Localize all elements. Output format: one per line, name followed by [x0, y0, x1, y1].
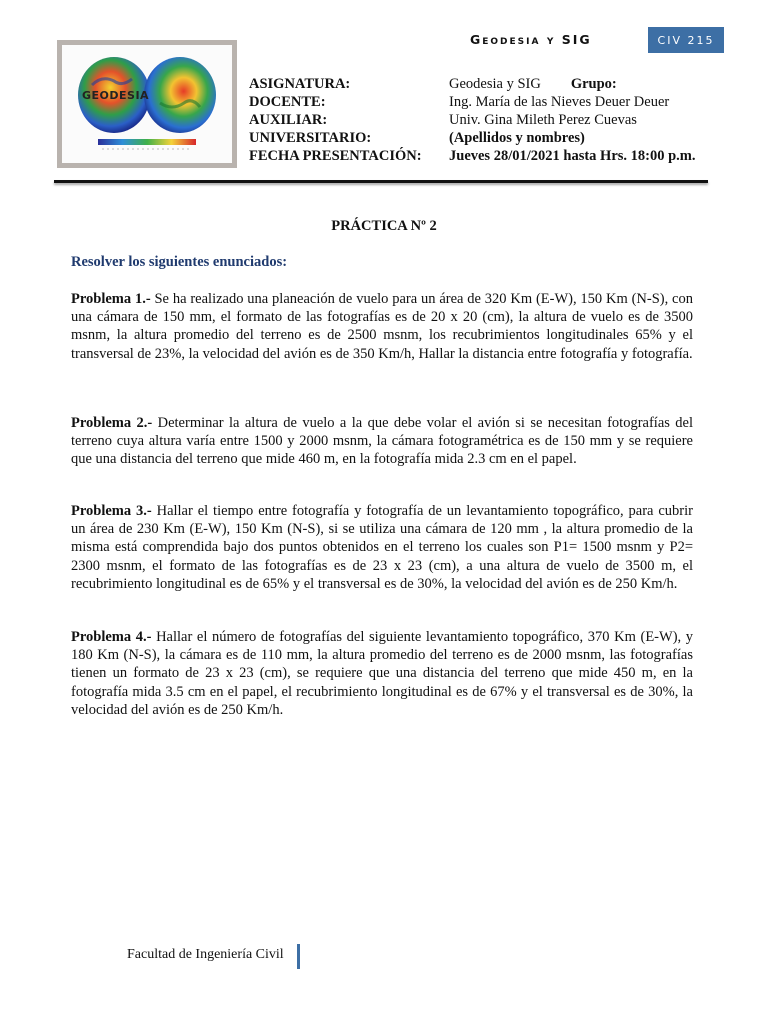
course-header: Geodesia y SIG — [470, 32, 592, 47]
page-title: PRÁCTICA Nº 2 — [331, 218, 437, 234]
problem-text: Hallar el número de fotografías del siguiente levantamiento topográfico, 370 Km (E-W), y 180 Km (N-S), la cámara es de 110 mm, la altura promedio del terreno es de 2000 msnm, las fotografías tienen un formato de 23 x 23 (cm), se requiere que una distancia del terreno que mide 450 m, en la fotografía mida 3.5 cm en el papel, el recubrimiento longitudinal es de 67% y el transversal es de 30%, la velocidad del avión es de 250 Km/h. — [71, 629, 694, 718]
problem-2 — [71, 414, 693, 469]
problem-text: Determinar la altura de vuelo a la que debe volar el avión si se necesitan fotografías del terreno cuya altura varía entre 1500 y 2000 msnm, la cámara fotogramétrica es de 150 mm y se requiere que una distancia del terreno que mide 460 m, en la fotografía mida 2.3 cm en el papel. — [71, 415, 694, 468]
info-label: DOCENTE: — [249, 94, 326, 110]
info-row-auxiliar — [249, 111, 696, 129]
instruction-heading: Resolver los siguientes enunciados: — [71, 254, 288, 270]
info-row-asignatura — [249, 75, 696, 93]
problem-text: Se ha realizado una planeación de vuelo para un área de 320 Km (E-W), 150 Km (N-S), con una cámara de 150 mm, el formato de las fotografías es de 20 x 20 (cm), la altura de vuelo es de 3500 msnm, la altura promedio del terreno es de 2500 msnm, los recubrimientos longitudinales 65% y el transversal de 23%, la velocidad del avión es de 350 Km/h, Hallar la distancia entre fotografía y fotografía. — [71, 291, 693, 362]
info-value: Geodesia y SIG — [449, 76, 541, 92]
footer-accent-bar — [297, 944, 300, 969]
problem-text: Hallar el tiempo entre fotografía y fotografía de un levantamiento topográfico, para cubrir un área de 230 Km (E-W), 150 Km (N-S), si se utiliza una cámara de 120 mm , la altura promedio de la misma está comprendida bajo dos puntos obtenidos en el terreno los cuales son P1= 1500 msnm y P2= 2300 msnm, el formato de las fotografías es de 23 x 23 (cm), a una altura de vuelo de 3500 m, el recubrimiento longitudinal es de 65% y el transversal es de 30%, la velocidad del avión es de 250 Km/h. — [71, 503, 693, 592]
geodesia-logo — [57, 40, 237, 168]
problem-3 — [71, 502, 693, 593]
header-divider — [54, 180, 708, 183]
info-label: UNIVERSITARIO: — [249, 130, 372, 146]
course-code-badge: CIV 215 — [648, 27, 724, 53]
info-value: (Apellidos y nombres) — [449, 130, 585, 146]
info-label: FECHA PRESENTACIÓN: — [249, 148, 422, 164]
geoid-globes-icon — [62, 45, 232, 163]
group-label: Grupo: — [570, 76, 617, 92]
problem-1 — [71, 290, 693, 363]
info-row-universitario — [249, 129, 696, 147]
info-row-docente — [249, 93, 696, 111]
info-value: Jueves 28/01/2021 hasta Hrs. 18:00 p.m. — [449, 148, 696, 164]
course-info-table — [249, 75, 696, 165]
info-label: AUXILIAR: — [249, 112, 328, 128]
problem-label: Problema 2.- — [71, 415, 153, 431]
problem-4 — [71, 628, 693, 719]
info-value: Ing. María de las Nieves Deuer Deuer — [449, 94, 670, 110]
info-label: ASIGNATURA: — [249, 76, 351, 92]
footer-faculty: Facultad de Ingeniería Civil — [127, 947, 284, 962]
info-value: Univ. Gina Mileth Perez Cuevas — [449, 112, 637, 128]
problem-label: Problema 3.- — [71, 503, 152, 519]
problem-label: Problema 1.- — [71, 291, 151, 307]
problem-label: Problema 4.- — [71, 629, 152, 645]
logo-text: GEODESIA — [82, 89, 150, 102]
info-row-fecha — [249, 147, 696, 165]
